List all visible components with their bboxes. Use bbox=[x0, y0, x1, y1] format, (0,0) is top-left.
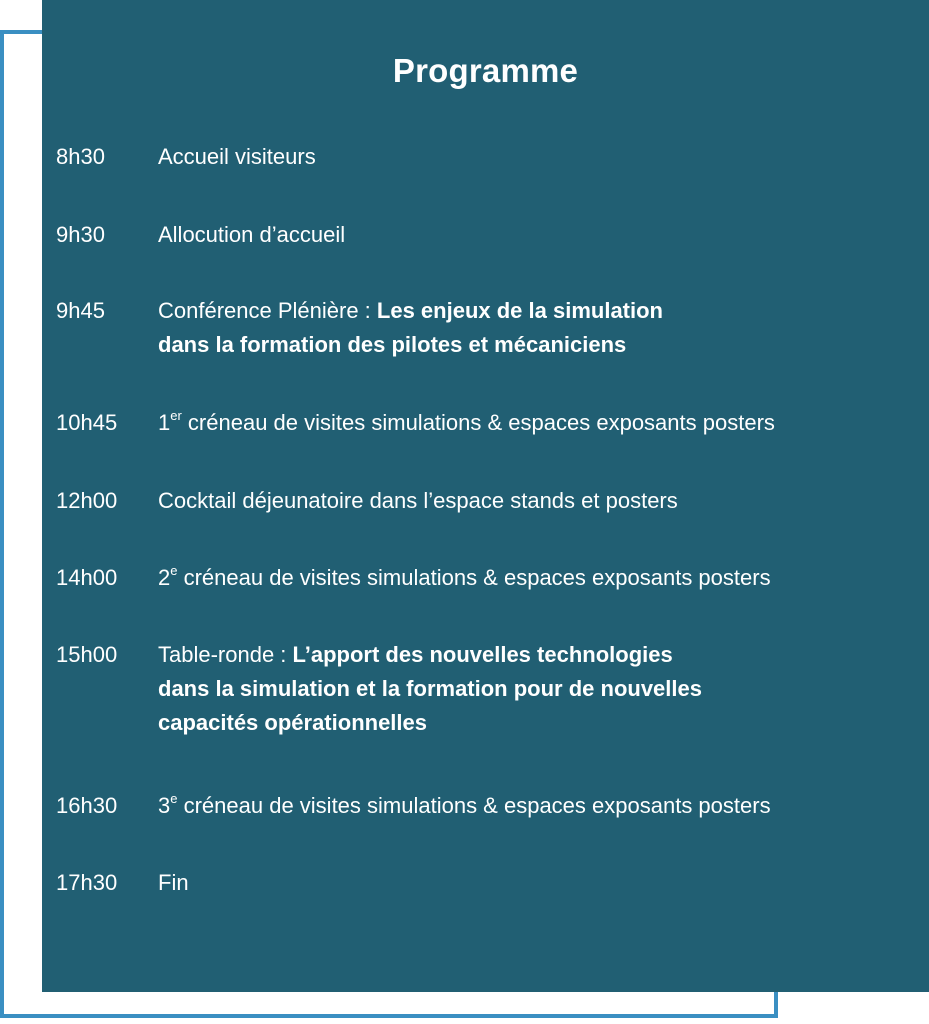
schedule-time: 15h00 bbox=[56, 642, 118, 667]
schedule-time: 9h30 bbox=[56, 222, 105, 247]
schedule-bold-title: Les enjeux de la simulation bbox=[376, 298, 663, 323]
schedule-prefix: Table-ronde : bbox=[158, 642, 293, 667]
schedule-text: Cocktail déjeunatoire dans l’espace stands et posters bbox=[158, 488, 678, 513]
schedule-time: 16h30 bbox=[56, 793, 118, 818]
schedule-time: 8h30 bbox=[56, 144, 105, 169]
ordinal-suffix: er bbox=[170, 407, 182, 423]
schedule-time: 17h30 bbox=[56, 870, 118, 895]
schedule-description: créneau de visites simulations & espaces exposants posters bbox=[181, 410, 775, 435]
schedule-time: 12h00 bbox=[56, 488, 118, 513]
schedule-bold-title: capacités opérationnelles bbox=[158, 710, 427, 735]
schedule-text bbox=[158, 638, 918, 740]
ordinal-number: 2 bbox=[158, 565, 171, 590]
schedule-text bbox=[158, 406, 918, 440]
ordinal-suffix: e bbox=[170, 562, 178, 578]
schedule-text bbox=[158, 789, 918, 823]
programme-panel bbox=[42, 0, 929, 992]
schedule-bold-title: dans la simulation et la formation pour de nouvelles bbox=[158, 676, 702, 701]
schedule-text: Accueil visiteurs bbox=[158, 144, 316, 169]
schedule-time: 9h45 bbox=[56, 298, 105, 323]
schedule-bold-title: dans la formation des pilotes et mécaniciens bbox=[158, 332, 627, 357]
ordinal-suffix: e bbox=[170, 790, 178, 806]
schedule-prefix: Conférence Plénière : bbox=[158, 298, 377, 323]
schedule-text: Fin bbox=[158, 870, 189, 895]
schedule-bold-title: L’apport des nouvelles technologies bbox=[292, 642, 673, 667]
schedule-text bbox=[158, 294, 918, 362]
schedule-time: 10h45 bbox=[56, 410, 118, 435]
schedule-text bbox=[158, 561, 918, 595]
schedule-time: 14h00 bbox=[56, 565, 118, 590]
page-title: Programme bbox=[392, 52, 579, 89]
ordinal-number: 1 bbox=[158, 410, 171, 435]
schedule-description: créneau de visites simulations & espaces exposants posters bbox=[177, 793, 771, 818]
schedule-text: Allocution d’accueil bbox=[158, 222, 346, 247]
schedule-description: créneau de visites simulations & espaces exposants posters bbox=[177, 565, 771, 590]
ordinal-number: 3 bbox=[158, 793, 171, 818]
